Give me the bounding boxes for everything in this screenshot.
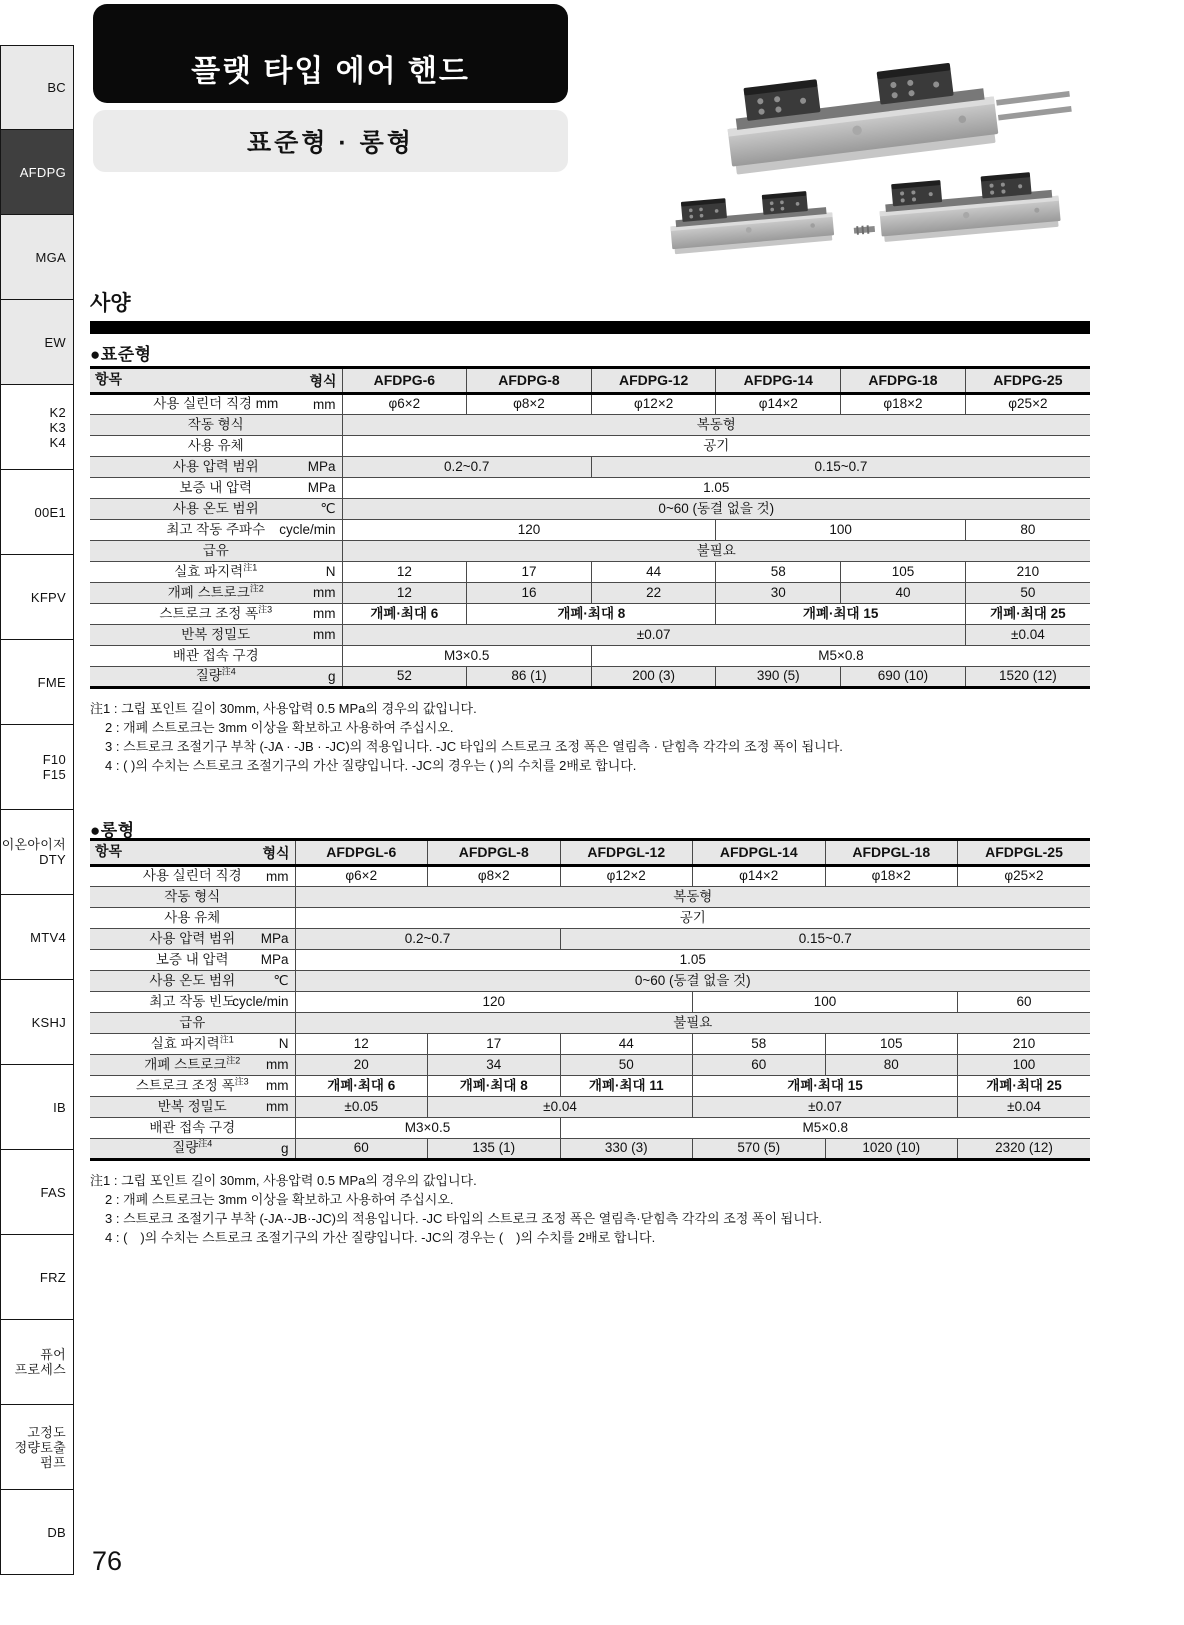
spec-row (90, 908, 1090, 929)
spec-value-cell: ±0.04 (428, 1097, 693, 1118)
spec-value-cell: 58 (716, 562, 841, 583)
spec-value-cell: 12 (342, 583, 467, 604)
spec-value-cell: 16 (467, 583, 592, 604)
spec-row-label: 사용 유체 (90, 436, 342, 457)
spec-row (90, 457, 1090, 478)
spec-table-standard (90, 366, 1090, 689)
spec-value-cell: 1020 (10) (825, 1139, 958, 1160)
sidebar-item-dispense-pump (0, 1405, 74, 1490)
spec-table-long (90, 838, 1090, 1161)
spec-row (90, 478, 1090, 499)
spec-value-cell: 58 (693, 1034, 826, 1055)
spec-row (90, 1076, 1090, 1097)
spec-value-cell: 개폐·최대 6 (342, 604, 467, 625)
spec-row-label: 최고 작동 주파수 cycle/min (90, 520, 342, 541)
sidebar-item-label: K2 (49, 404, 66, 420)
spec-value-cell: 60 (693, 1055, 826, 1076)
spec-row-unit: g (280, 1140, 289, 1156)
spec-value-cell: 86 (1) (467, 667, 592, 688)
product-photo-medium-gripper (850, 155, 1085, 265)
spec-value-cell: φ18×2 (841, 394, 966, 415)
sidebar-item-label: MTV4 (30, 929, 66, 945)
spec-value-cell: 0.2~0.7 (342, 457, 591, 478)
spec-row (90, 646, 1090, 667)
spec-value-cell: M3×0.5 (342, 646, 591, 667)
sidebar-item-mtv4 (0, 895, 74, 980)
spec-value-cell: φ6×2 (295, 866, 428, 887)
spec-value-cell: 2320 (12) (958, 1139, 1091, 1160)
spec-row (90, 1118, 1090, 1139)
spec-value-cell: 390 (5) (716, 667, 841, 688)
sidebar-item-00e1 (0, 470, 74, 555)
page-number: 76 (92, 1546, 123, 1576)
spec-value-cell: φ14×2 (693, 866, 826, 887)
sidebar-item-label: 펌프 (40, 1454, 66, 1470)
spec-row-label: 작동 형식 (90, 887, 295, 908)
model-header: AFDPGL-14 (693, 840, 826, 866)
spec-row-unit: g (327, 668, 336, 684)
spec-value-cell: 불필요 (295, 1013, 1090, 1034)
spec-row-unit: mm (313, 605, 336, 621)
spec-value-cell: 0~60 (동결 없을 것) (295, 971, 1090, 992)
spec-value-cell: 0.15~0.7 (591, 457, 1090, 478)
spec-row-label: 실효 파지력$^{注1}$ N (90, 562, 342, 583)
sidebar-item-label: FAS (40, 1184, 66, 1200)
spec-value-cell: M3×0.5 (295, 1118, 560, 1139)
product-photos (640, 30, 1080, 275)
note-line: 4 : ( )의 수치는 스트로크 조절기구의 가산 질량입니다. -JC의 경우는 ( )의 수치를 2배로 합니다. (105, 758, 637, 773)
spec-value-cell: 690 (10) (841, 667, 966, 688)
spec-value-cell: 120 (342, 520, 716, 541)
table-title-long: ●롱형 (90, 821, 135, 840)
spec-value-cell: 80 (965, 520, 1090, 541)
sidebar-item-label: 프로세스 (14, 1362, 66, 1377)
spec-row-label: 개폐 스트로크$^{注2}$ mm (90, 1055, 295, 1076)
spec-value-cell: 80 (825, 1055, 958, 1076)
sidebar-item-db (0, 1490, 74, 1575)
spec-value-cell: 개폐·최대 6 (295, 1076, 428, 1097)
spec-row-unit: N (325, 563, 336, 579)
spec-value-cell: ±0.04 (965, 625, 1090, 646)
spec-row (90, 1055, 1090, 1076)
spec-row-unit: mm (266, 868, 289, 884)
sidebar-item-label: F15 (42, 767, 66, 782)
sidebar-item-mga (0, 215, 74, 300)
spec-row-unit: ℃ (273, 972, 289, 988)
sidebar-item-label: FME (37, 674, 66, 690)
sidebar-item-label: K4 (49, 434, 66, 450)
spec-value-cell: 공기 (295, 908, 1090, 929)
model-header: AFDPGL-6 (295, 840, 428, 866)
spec-value-cell: 60 (295, 1139, 428, 1160)
spec-row-label: 급유 (90, 1013, 295, 1034)
sidebar-item-ew (0, 300, 74, 385)
spec-value-cell: 12 (342, 562, 467, 583)
spec-row (90, 625, 1090, 646)
header-item-label: 항목 (95, 843, 123, 859)
spec-value-cell: φ8×2 (467, 394, 592, 415)
spec-value-cell: φ12×2 (560, 866, 693, 887)
sidebar-item-label: 정량토출 (14, 1439, 66, 1455)
notes-standard (90, 699, 1090, 775)
spec-value-cell: 50 (560, 1055, 693, 1076)
sidebar-item-fme (0, 640, 74, 725)
spec-row (90, 562, 1090, 583)
item-type-diagonal-cell (90, 368, 342, 394)
spec-value-cell: 개폐·최대 11 (560, 1076, 693, 1097)
table-title-standard: ●표준형 (90, 345, 152, 364)
spec-row (90, 1034, 1090, 1055)
spec-row-label: 스트로크 조정 폭$^{注3}$ mm (90, 1076, 295, 1097)
spec-row (90, 583, 1090, 604)
spec-value-cell: 570 (5) (693, 1139, 826, 1160)
header-type-label: 형식 (309, 373, 337, 390)
spec-row-label: 최고 작동 빈도 cycle/min (90, 992, 295, 1013)
sidebar-item-kshj (0, 980, 74, 1065)
section-divider-bar (90, 321, 1090, 334)
spec-row-label: 사용 온도 범위 ℃ (90, 499, 342, 520)
spec-row-label: 질량$^{注4}$ g (90, 667, 342, 688)
spec-row-label: 배관 접속 구경 (90, 646, 342, 667)
spec-row-label: 사용 유체 (90, 908, 295, 929)
spec-row-label: 사용 압력 범위 MPa (90, 457, 342, 478)
sidebar-item-label: BC (47, 80, 66, 95)
model-header: AFDPG-25 (965, 368, 1090, 394)
spec-row (90, 929, 1090, 950)
spec-row (90, 992, 1090, 1013)
spec-value-cell: 개폐·최대 15 (693, 1076, 958, 1097)
spec-row (90, 436, 1090, 457)
spec-row-unit: mm (313, 626, 336, 642)
sidebar-item-ionizer-dty (0, 810, 74, 895)
spec-value-cell: 100 (716, 520, 965, 541)
spec-value-cell: 공기 (342, 436, 1090, 457)
spec-row-label: 보증 내 압력 MPa (90, 478, 342, 499)
notes-long (90, 1171, 1090, 1247)
note-line: 2 : 개폐 스트로크는 3mm 이상을 확보하고 사용하여 주십시오. (105, 1192, 454, 1207)
sidebar-item-label: KFPV (30, 589, 66, 605)
spec-row-label: 배관 접속 구경 (90, 1118, 295, 1139)
sidebar-item-label: 고정도 (27, 1424, 66, 1440)
spec-row-label: 사용 실린더 직경 mm (90, 866, 295, 887)
spec-row-unit: MPa (307, 479, 336, 495)
spec-value-cell: ±0.05 (295, 1097, 428, 1118)
spec-value-cell: 40 (841, 583, 966, 604)
page-title: 플랫 타입 에어 핸드 (191, 55, 470, 88)
model-header: AFDPG-6 (342, 368, 467, 394)
sidebar-index (0, 45, 74, 1575)
spec-value-cell: 22 (591, 583, 716, 604)
spec-row-label: 반복 정밀도 mm (90, 625, 342, 646)
spec-value-cell: 1520 (12) (965, 667, 1090, 688)
spec-row-unit: mm (313, 396, 336, 412)
spec-value-cell: φ12×2 (591, 394, 716, 415)
spec-value-cell: 복동형 (295, 887, 1090, 908)
page-subtitle-banner (93, 110, 568, 172)
spec-value-cell: 330 (3) (560, 1139, 693, 1160)
spec-value-cell: 개폐·최대 8 (428, 1076, 561, 1097)
note-line: 2 : 개폐 스트로크는 3mm 이상을 확보하고 사용하여 주십시오. (105, 720, 454, 735)
spec-row (90, 887, 1090, 908)
sidebar-item-k2-k3-k4 (0, 385, 74, 470)
sidebar-item-label: IB (53, 1099, 66, 1115)
spec-value-cell: 34 (428, 1055, 561, 1076)
sidebar-item-afdpg (0, 130, 74, 215)
note-line: 4 : ( )의 수치는 스트로크 조절기구의 가산 질량입니다. -JC의 경우는 ( )의 수치를 2배로 합니다. (105, 1230, 656, 1245)
spec-row-unit: mm (266, 1077, 289, 1093)
spec-row (90, 394, 1090, 415)
spec-row (90, 971, 1090, 992)
model-header: AFDPGL-18 (825, 840, 958, 866)
spec-value-cell: 30 (716, 583, 841, 604)
spec-value-cell: ±0.07 (693, 1097, 958, 1118)
spec-value-cell: 1.05 (342, 478, 1090, 499)
spec-value-cell: 0.15~0.7 (560, 929, 1090, 950)
spec-value-cell: 복동형 (342, 415, 1090, 436)
spec-value-cell: 210 (965, 562, 1090, 583)
spec-value-cell: 0~60 (동결 없을 것) (342, 499, 1090, 520)
spec-row-unit: mm (266, 1098, 289, 1114)
spec-value-cell: φ8×2 (428, 866, 561, 887)
sidebar-item-label: KSHJ (31, 1014, 66, 1030)
spec-row-label: 실효 파지력$^{注1}$ N (90, 1034, 295, 1055)
sidebar-item-label: AFDPG (19, 164, 66, 180)
spec-value-cell: 50 (965, 583, 1090, 604)
spec-value-cell: 52 (342, 667, 467, 688)
spec-row-unit: mm (266, 1056, 289, 1072)
header-item-label: 항목 (95, 371, 123, 387)
spec-row (90, 866, 1090, 887)
spec-value-cell: 0.2~0.7 (295, 929, 560, 950)
sidebar-item-ib (0, 1065, 74, 1150)
spec-row-unit: MPa (307, 458, 336, 474)
spec-value-cell: ±0.04 (958, 1097, 1091, 1118)
model-header: AFDPGL-12 (560, 840, 693, 866)
page-title-banner (93, 4, 568, 103)
spec-value-cell: 200 (3) (591, 667, 716, 688)
spec-value-cell: 개폐·최대 25 (965, 604, 1090, 625)
spec-value-cell: 개폐·최대 25 (958, 1076, 1091, 1097)
spec-row-unit: MPa (260, 930, 289, 946)
sidebar-item-label: 퓨어 (40, 1347, 66, 1362)
spec-value-cell: 17 (428, 1034, 561, 1055)
spec-row-label: 사용 실린더 직경 mm mm (90, 394, 342, 415)
model-header: AFDPG-14 (716, 368, 841, 394)
spec-row (90, 667, 1090, 688)
note-line: 3 : 스트로크 조절기구 부착 (-JA · -JB · -JC)의 적용입니다. -JC 타입의 스트로크 조정 폭은 열림측 · 닫힘측 각각의 조정 폭이 됩니다. (105, 739, 843, 754)
spec-value-cell: ±0.07 (342, 625, 965, 646)
spec-row (90, 950, 1090, 971)
spec-value-cell: 17 (467, 562, 592, 583)
spec-value-cell: 120 (295, 992, 693, 1013)
spec-row-label: 개폐 스트로크$^{注2}$ mm (90, 583, 342, 604)
spec-row (90, 604, 1090, 625)
sidebar-item-label: FRZ (39, 1269, 66, 1285)
spec-value-cell: φ6×2 (342, 394, 467, 415)
spec-value-cell: 개폐·최대 8 (467, 604, 716, 625)
sidebar-item-pure-process (0, 1320, 74, 1405)
spec-value-cell: 60 (958, 992, 1091, 1013)
spec-row-label: 반복 정밀도 mm (90, 1097, 295, 1118)
spec-value-cell: M5×0.8 (560, 1118, 1090, 1139)
spec-row-label: 사용 온도 범위 ℃ (90, 971, 295, 992)
spec-row (90, 1097, 1090, 1118)
spec-value-cell: 100 (693, 992, 958, 1013)
note-line: 注1 : 그립 포인트 길이 30mm, 사용압력 0.5 MPa의 경우의 값입니다. (90, 1173, 477, 1188)
item-type-diagonal-cell (90, 840, 295, 866)
spec-value-cell: φ25×2 (958, 866, 1091, 887)
header-type-label: 형식 (262, 845, 290, 862)
page-subtitle: 표준형 · 롱형 (247, 129, 414, 157)
sidebar-item-kfpv (0, 555, 74, 640)
spec-row-unit: cycle/min (232, 993, 289, 1009)
sidebar-item-label: DTY (39, 852, 66, 867)
sidebar-item-label: 00E1 (34, 504, 66, 520)
sidebar-item-label: F10 (42, 752, 66, 767)
sidebar-item-label: EW (44, 334, 66, 350)
spec-value-cell: φ25×2 (965, 394, 1090, 415)
sidebar-item-label: 이온아이저 (1, 837, 66, 852)
spec-value-cell: 135 (1) (428, 1139, 561, 1160)
sidebar-item-label: MGA (35, 249, 66, 265)
sidebar-item-f10-f15 (0, 725, 74, 810)
spec-value-cell: 12 (295, 1034, 428, 1055)
spec-value-cell: 100 (958, 1055, 1091, 1076)
sidebar-item-label: DB (47, 1524, 66, 1540)
sidebar-item-bc (0, 45, 74, 130)
sidebar-item-label: K3 (49, 419, 66, 435)
spec-row-unit: ℃ (320, 500, 336, 516)
note-line: 3 : 스트로크 조절기구 부착 (-JA·-JB·-JC)의 적용입니다. -JC 타입의 스트로크 조정 폭은 열림측·닫힘측 각각의 조정 폭이 됩니다. (105, 1211, 822, 1226)
product-photo-small-gripper (655, 178, 860, 273)
section-title: 사양 (90, 292, 131, 315)
spec-value-cell: φ18×2 (825, 866, 958, 887)
spec-row (90, 499, 1090, 520)
model-header: AFDPGL-8 (428, 840, 561, 866)
spec-value-cell: 105 (825, 1034, 958, 1055)
spec-row-unit: cycle/min (279, 521, 336, 537)
spec-row (90, 1139, 1090, 1160)
spec-value-cell: 1.05 (295, 950, 1090, 971)
note-line: 注1 : 그립 포인트 길이 30mm, 사용압력 0.5 MPa의 경우의 값입니다. (90, 701, 477, 716)
spec-row-label: 사용 압력 범위 MPa (90, 929, 295, 950)
spec-value-cell: 210 (958, 1034, 1091, 1055)
spec-row-label: 작동 형식 (90, 415, 342, 436)
spec-value-cell: 개폐·최대 15 (716, 604, 965, 625)
spec-value-cell: M5×0.8 (591, 646, 1090, 667)
spec-row-label: 보증 내 압력 MPa (90, 950, 295, 971)
spec-value-cell: 105 (841, 562, 966, 583)
model-header: AFDPGL-25 (958, 840, 1091, 866)
spec-value-cell: 20 (295, 1055, 428, 1076)
spec-value-cell: 44 (591, 562, 716, 583)
spec-row (90, 520, 1090, 541)
sidebar-item-fas (0, 1150, 74, 1235)
spec-value-cell: φ14×2 (716, 394, 841, 415)
spec-row-unit: N (278, 1035, 289, 1051)
spec-row-label: 스트로크 조정 폭$^{注3}$ mm (90, 604, 342, 625)
spec-row-unit: MPa (260, 951, 289, 967)
spec-row-label: 질량$^{注4}$ g (90, 1139, 295, 1160)
model-header: AFDPG-8 (467, 368, 592, 394)
model-header: AFDPG-12 (591, 368, 716, 394)
spec-value-cell: 불필요 (342, 541, 1090, 562)
spec-row-unit: mm (313, 584, 336, 600)
model-header: AFDPG-18 (841, 368, 966, 394)
spec-row (90, 541, 1090, 562)
spec-row (90, 415, 1090, 436)
spec-value-cell: 44 (560, 1034, 693, 1055)
spec-row (90, 1013, 1090, 1034)
spec-row-label: 급유 (90, 541, 342, 562)
sidebar-item-frz (0, 1235, 74, 1320)
